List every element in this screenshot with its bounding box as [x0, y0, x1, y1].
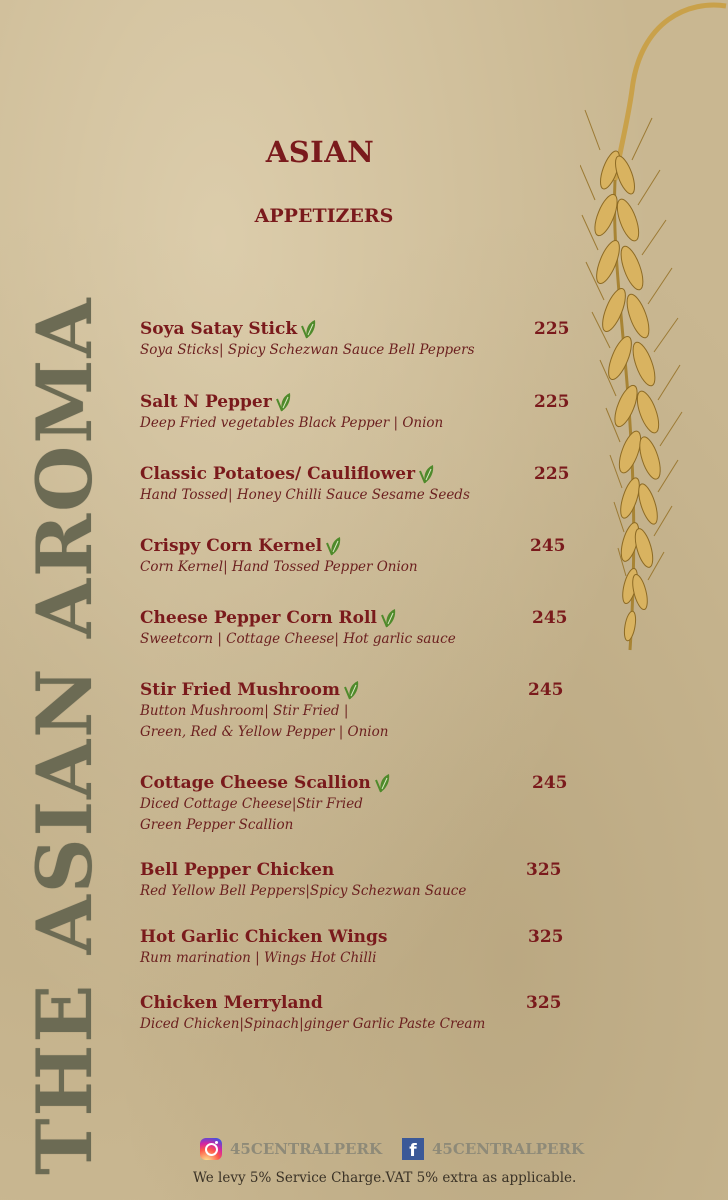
- menu-item-name: [140, 607, 397, 629]
- menu-item-description: Corn Kernel| Hand Tossed Pepper Onion: [140, 559, 418, 575]
- menu-item-price: 225: [534, 392, 570, 412]
- veg-leaf-icon: [324, 535, 342, 557]
- instagram-link[interactable]: [200, 1138, 382, 1160]
- menu-item: [140, 772, 580, 836]
- facebook-handle: 45CENTRALPERK: [432, 1140, 584, 1158]
- instagram-handle: 45CENTRALPERK: [230, 1140, 382, 1158]
- menu-section-title: APPETIZERS: [254, 205, 394, 227]
- menu-item-price: 245: [530, 536, 566, 556]
- instagram-icon: [200, 1138, 222, 1160]
- menu-item-name: [140, 391, 292, 413]
- menu-item-name: [140, 926, 388, 948]
- menu-item: [140, 535, 580, 578]
- menu-item-description: Rum marination | Wings Hot Chilli: [140, 950, 377, 966]
- menu-title: ASIAN: [265, 135, 375, 169]
- menu-item-name-text: Classic Potatoes/ Cauliflower: [140, 464, 416, 484]
- facebook-icon: f: [402, 1138, 424, 1160]
- menu-item-name-text: Cottage Cheese Scallion: [140, 773, 371, 793]
- menu-item-price: 225: [534, 319, 570, 339]
- menu-item-price: 225: [534, 464, 570, 484]
- menu-item-price: 245: [532, 773, 568, 793]
- menu-item-name: [140, 859, 334, 881]
- menu-item-description: Soya Sticks| Spicy Schezwan Sauce Bell Peppers: [140, 342, 475, 358]
- facebook-link[interactable]: [402, 1138, 584, 1160]
- menu-item-description: Deep Fried vegetables Black Pepper | Onion: [140, 415, 444, 431]
- menu-item-name: [140, 463, 435, 485]
- menu-item: [140, 992, 580, 1035]
- veg-leaf-icon: [417, 463, 435, 485]
- veg-leaf-icon: [299, 318, 317, 340]
- menu-item-name: [140, 772, 391, 794]
- service-charge-note: We levy 5% Service Charge.VAT 5% extra as applicable.: [193, 1170, 577, 1186]
- menu-item-description: Red Yellow Bell Peppers|Spicy Schezwan Sauce: [140, 883, 467, 899]
- veg-leaf-icon: [274, 391, 292, 413]
- menu-item-name-text: Chicken Merryland: [140, 993, 323, 1013]
- veg-leaf-icon: [373, 772, 391, 794]
- menu-item-price: 325: [528, 927, 564, 947]
- menu-item-name-text: Hot Garlic Chicken Wings: [140, 927, 388, 947]
- menu-item-description: Sweetcorn | Cottage Cheese| Hot garlic sauce: [140, 631, 456, 647]
- menu-item: [140, 318, 580, 361]
- menu-item-description: Diced Chicken|Spinach|ginger Garlic Paste Cream: [140, 1016, 486, 1032]
- menu-item: [140, 463, 580, 506]
- menu-item-price: 245: [528, 680, 564, 700]
- menu-item-description: Hand Tossed| Honey Chilli Sauce Sesame Seeds: [140, 487, 470, 503]
- menu-item-description: Diced Cottage Cheese|Stir Fried Green Pepper Scallion: [140, 796, 363, 833]
- menu-item-name-text: Soya Satay Stick: [140, 319, 298, 339]
- menu-item: [140, 926, 580, 969]
- menu-item-name: [140, 679, 360, 701]
- menu-item-price: 245: [532, 608, 568, 628]
- veg-leaf-icon: [342, 679, 360, 701]
- brand-vertical-text: THE ASIAN AROMA: [20, 296, 109, 1175]
- menu-item: [140, 391, 580, 434]
- menu-item-price: 325: [526, 993, 562, 1013]
- wheat-illustration: [580, 0, 728, 670]
- menu-item-price: 325: [526, 860, 562, 880]
- menu-item-name: [140, 318, 317, 340]
- menu-item-description: Button Mushroom| Stir Fried | Green, Red & Yellow Pepper | Onion: [140, 703, 389, 740]
- menu-item: [140, 679, 580, 743]
- menu-item-name-text: Cheese Pepper Corn Roll: [140, 608, 377, 628]
- menu-item-name-text: Bell Pepper Chicken: [140, 860, 335, 880]
- menu-item-name-text: Stir Fried Mushroom: [140, 680, 340, 700]
- menu-item: [140, 859, 580, 902]
- menu-item-name-text: Crispy Corn Kernel: [140, 536, 323, 556]
- menu-item: [140, 607, 580, 650]
- veg-leaf-icon: [379, 607, 397, 629]
- menu-item-name: [140, 535, 342, 557]
- social-links: [200, 1138, 584, 1160]
- menu-item-name: [140, 992, 323, 1014]
- menu-item-name-text: Salt N Pepper: [140, 392, 272, 412]
